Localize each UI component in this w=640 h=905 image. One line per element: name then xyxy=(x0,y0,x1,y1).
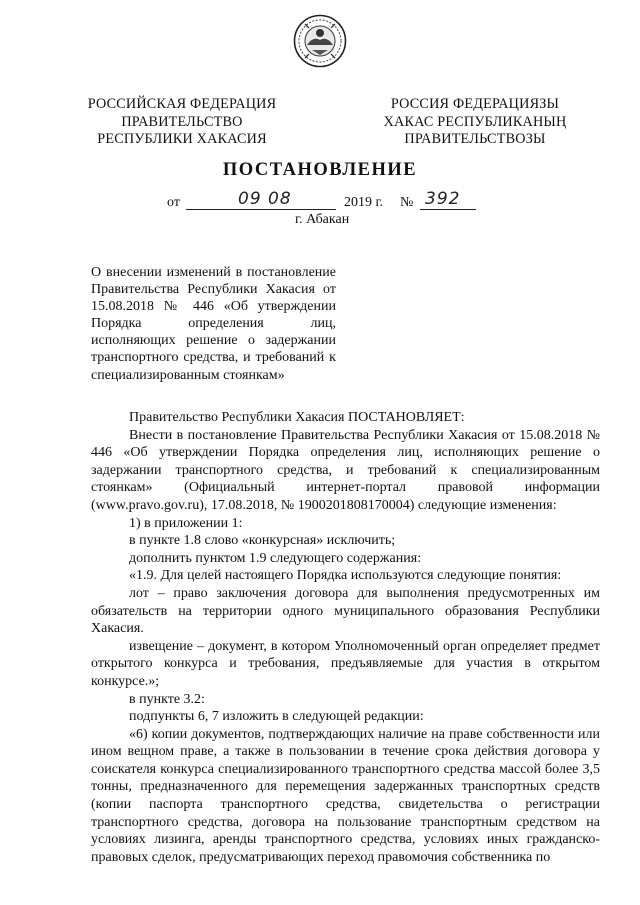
header-left-line-3: РЕСПУБЛИКИ ХАКАСИЯ xyxy=(97,131,267,147)
number-underline xyxy=(420,209,476,210)
coat-of-arms-icon xyxy=(293,14,347,68)
year-label: 2019 г. xyxy=(344,195,384,210)
paragraph: «6) копии документов, подтверждающих наличие на праве собственности или ином вещном праве, а также в пользовании в течение срока действия договора у соискателя конкурса специализированного транспортного средства массой более 3,5 тонны, предназначенного для перемещения задержанных транспортных средств (копии паспорта транспортного средства, свидетельства о регистрации транспортного средства, договора на пользование транспортным средством на условиях лизинга, аренды транспортного средства, условиях иных гражданско-правовых сделок, предусматривающих переход правомочия собственника по xyxy=(91,726,600,865)
paragraph: лот – право заключения договора для выполнения предусмотренных им обязательств на территории одного муниципального образования Республики Хакасия. xyxy=(91,585,600,637)
document-body xyxy=(91,409,600,866)
header-left xyxy=(82,96,282,149)
city: г. Абакан xyxy=(295,212,350,227)
paragraph: «1.9. Для целей настоящего Порядка используются следующие понятия: xyxy=(129,568,562,584)
document-title: ПОСТАНОВЛЕНИЕ xyxy=(222,160,418,180)
header-right-line-3: ПРАВИТЕЛЬСТВОЗЫ xyxy=(404,131,546,147)
header-left-line-1: РОССИЙСКАЯ ФЕДЕРАЦИЯ xyxy=(87,96,277,112)
date-underline xyxy=(186,209,336,210)
paragraph: подпункты 6, 7 изложить в следующей редакции: xyxy=(129,709,424,725)
document-subject: О внесении изменений в постановление Правительства Республики Хакасия от 15.08.2018 № 446 «Об утверждении Порядка определения лиц, исполняющих решение о задержании транспортного средства, и требований к специализированным стоянкам» xyxy=(91,265,336,383)
paragraph: в пункте 1.8 слово «конкурсная» исключить; xyxy=(129,533,396,549)
date-handwritten: 09 08 xyxy=(238,189,292,209)
header-left-line-2: ПРАВИТЕЛЬСТВО xyxy=(121,113,243,130)
date-from-label: от xyxy=(167,195,180,210)
header-right-line-2: ХАКАС РЕСПУБЛИКАНЫҢ xyxy=(383,113,567,130)
paragraph: в пункте 3.2: xyxy=(129,691,205,707)
header-right xyxy=(370,96,580,149)
paragraph: Правительство Республики Хакасия ПОСТАНОВЛЯЕТ: xyxy=(129,410,465,425)
paragraph: извещение – документ, в котором Уполномоченный орган определяет предмет открытого конкурса и требования, предъявляемые для участия в открытом конкурсе.»; xyxy=(91,638,600,689)
paragraph: Внести в постановление Правительства Республики Хакасия от 15.08.2018 № 446 «Об утверждении Порядка определения лиц, исполняющих решение о задержании транспортного средства, и требований к специализированным стоянкам» (Официальный интернет-портал правовой информации (www.pravo.gov.ru), 17.08.2018, № 1900201808170004) следующие изменения: xyxy=(91,427,600,513)
paragraph: 1) в приложении 1: xyxy=(129,515,243,531)
number-label: № xyxy=(400,195,414,210)
paragraph: дополнить пунктом 1.9 следующего содержания: xyxy=(129,550,422,566)
number-handwritten: 392 xyxy=(425,189,461,209)
header-right-line-1: РОССИЯ ФЕДЕРАЦИЯЗЫ xyxy=(390,96,560,112)
